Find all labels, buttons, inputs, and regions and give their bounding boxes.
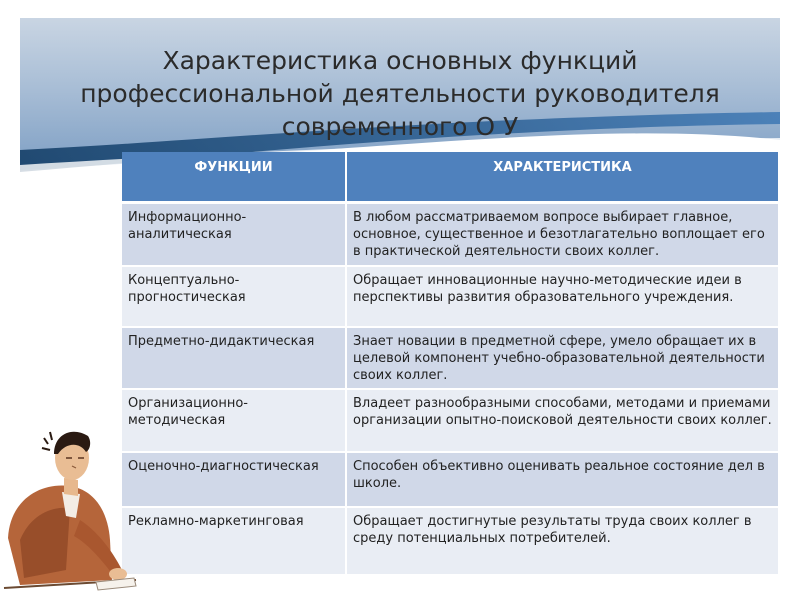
table-row bbox=[122, 389, 778, 452]
table-row bbox=[122, 266, 778, 327]
functions-table bbox=[122, 152, 778, 576]
description-cell: Обращает достигнутые результаты труда своих коллег в среду потенциальных потребителей. bbox=[346, 507, 778, 575]
function-cell: Информационно-аналитическая bbox=[122, 202, 346, 266]
title-line-3: современного О У bbox=[281, 112, 519, 141]
title-line-1: Характеристика основных функций bbox=[162, 46, 638, 75]
table-header-row bbox=[122, 152, 778, 202]
table-row bbox=[122, 452, 778, 507]
description-cell: Владеет разнообразными способами, методами и приемами организации опытно-поисковой деятельности своих коллег. bbox=[346, 389, 778, 452]
function-cell: Предметно-дидактическая bbox=[122, 327, 346, 389]
function-cell: Организационно-методическая bbox=[122, 389, 346, 452]
function-cell: Оценочно-диагностическая bbox=[122, 452, 346, 507]
slide-title bbox=[40, 44, 760, 143]
function-cell: Концептуально-прогностическая bbox=[122, 266, 346, 327]
table-row bbox=[122, 327, 778, 389]
manager-at-desk-icon bbox=[0, 420, 140, 595]
header-characteristics: ХАРАКТЕРИСТИКА bbox=[346, 152, 778, 202]
table-row bbox=[122, 507, 778, 575]
description-cell: Обращает инновационные научно-методические идеи в перспективы развития образовательного учреждения. bbox=[346, 266, 778, 327]
title-line-2: профессиональной деятельности руководителя bbox=[80, 79, 720, 108]
table-row bbox=[122, 202, 778, 266]
function-cell: Рекламно-маркетинговая bbox=[122, 507, 346, 575]
header-functions: ФУНКЦИИ bbox=[122, 152, 346, 202]
title-band bbox=[0, 0, 800, 175]
description-cell: В любом рассматриваемом вопросе выбирает главное, основное, существенное и безотлагательно воплощает его в практической деятельности своих коллег. bbox=[346, 202, 778, 266]
description-cell: Способен объективно оценивать реальное состояние дел в школе. bbox=[346, 452, 778, 507]
description-cell: Знает новации в предметной сфере, умело обращает их в целевой компонент учебно-образовательной деятельности своих коллег. bbox=[346, 327, 778, 389]
